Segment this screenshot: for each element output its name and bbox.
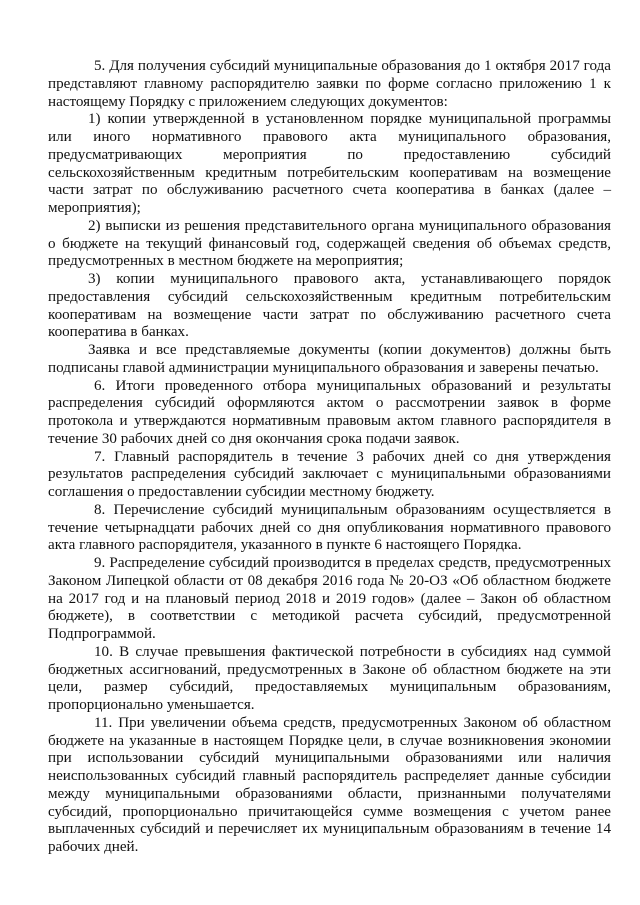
paragraph-10: 10. В случае превышения фактической потребности в субсидиях над суммой бюджетных ассигнований, предусмотренных в Законе об областном бюджете на эти цели, размер субсидий, предоставляемых муниципальным образованиям, пропорционально уменьшается.: [48, 643, 611, 713]
paragraph-5: 5. Для получения субсидий муниципальные образования до 1 октября 2017 года представляют главному распорядителю заявки по форме согласно приложению 1 к настоящему Порядку с приложением следующих документов:: [48, 58, 611, 110]
paragraph-5-item-2: 2) выписки из решения представительного органа муниципального образования о бюджете на текущий финансовый год, содержащей сведения об объемах средств, предусмотренных в местном бюджете на мероприятия;: [48, 217, 611, 270]
paragraph-7: 7. Главный распорядитель в течение 3 рабочих дней со дня утверждения результатов распределения субсидий заключает с муниципальными образованиями соглашения о предоставлении субсидии местному бюджету.: [48, 448, 611, 500]
paragraph-6: 6. Итоги проведенного отбора муниципальных образований и результаты распределения субсидий оформляются актом о рассмотрении заявок в форме протокола и утверждаются нормативным правовым актом главного распорядителя в течение 30 рабочих дней со дня окончания срока подачи заявок.: [48, 377, 611, 447]
paragraph-9: 9. Распределение субсидий производится в пределах средств, предусмотренных Законом Липецкой области от 08 декабря 2016 года № 20-ОЗ «Об областном бюджете на 2017 год и на плановый период 2018 и 2019 годов» (далее – Закон об областном бюджете), в соответствии с методикой расчета субсидий, предусмотренной Подпрограммой.: [48, 555, 611, 642]
paragraph-11: 11. При увеличении объема средств, предусмотренных Законом об областном бюджете на указанные в настоящем Порядке цели, в случае возникновения экономии при использовании субсидий муниципальными образованиями или наличия неиспользованных субсидий главный распорядитель распределяет данные субсидии между муниципальными образованиями области, признанными получателями субсидий, пропорционально причитающейся сумме возмещения с учетом ранее выплаченных субсидий и перечисляет их муниципальным образованиям в течение 14 рабочих дней.: [48, 714, 611, 855]
paragraph-5-item-1: 1) копии утвержденной в установленном порядке муниципальной программы или иного нормативного правового акта муниципального образования, предусматривающих мероприятия по предоставлению субсидий сельскохозяйственным кредитным потребительским кооперативам на возмещение части затрат по обслуживанию расчетного счета кооператива в банках (далее – мероприятия);: [48, 111, 611, 216]
paragraph-8: 8. Перечисление субсидий муниципальным образованиям осуществляется в течение четырнадцати рабочих дней со дня опубликования нормативного правового акта главного распорядителя, указанного в пункте 6 настоящего Порядка.: [48, 501, 611, 554]
paragraph-5-item-3: 3) копии муниципального правового акта, устанавливающего порядок предоставления субсидий сельскохозяйственным кредитным потребительским кооперативам на возмещение части затрат по обслуживанию расчетного счета кооператива в банках.: [48, 271, 611, 341]
paragraph-5-note: Заявка и все представляемые документы (копии документов) должны быть подписаны главой администрации муниципального образования и заверены печатью.: [48, 342, 611, 376]
